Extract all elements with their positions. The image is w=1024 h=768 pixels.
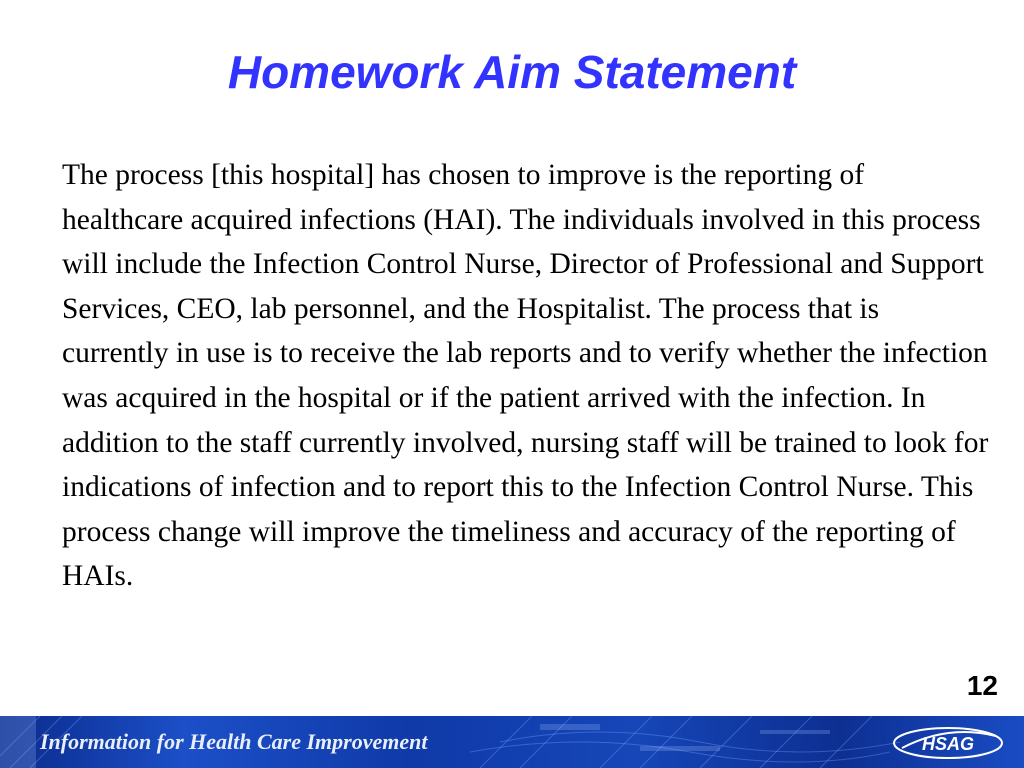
aim-statement-text: The process [this hospital] has chosen to improve is the reporting of healthcare acquired infections (HAI). The individuals involved in this process will include the Infection Control Nurse, Director of Professional and Support Services, CEO, lab personnel, and the Hospitalist. The process that is currently in use is to receive the lab reports and to verify whether the infection was acquired in the hospital or if the patient arrived with the infection. In addition to the staff currently involved, nursing staff will be trained to look for indications of infection and to report this to the Infection Control Nurse. This process change will improve the timeliness and accuracy of the reporting of HAIs. [62,159,989,593]
footer-banner [0,716,1024,768]
slide-title: Homework Aim Statement [227,46,797,98]
hsag-logo-text: HSAG [921,734,974,754]
slide-number: 12 [966,670,998,701]
footer-tagline: Information for Health Care Improvement [40,729,428,754]
